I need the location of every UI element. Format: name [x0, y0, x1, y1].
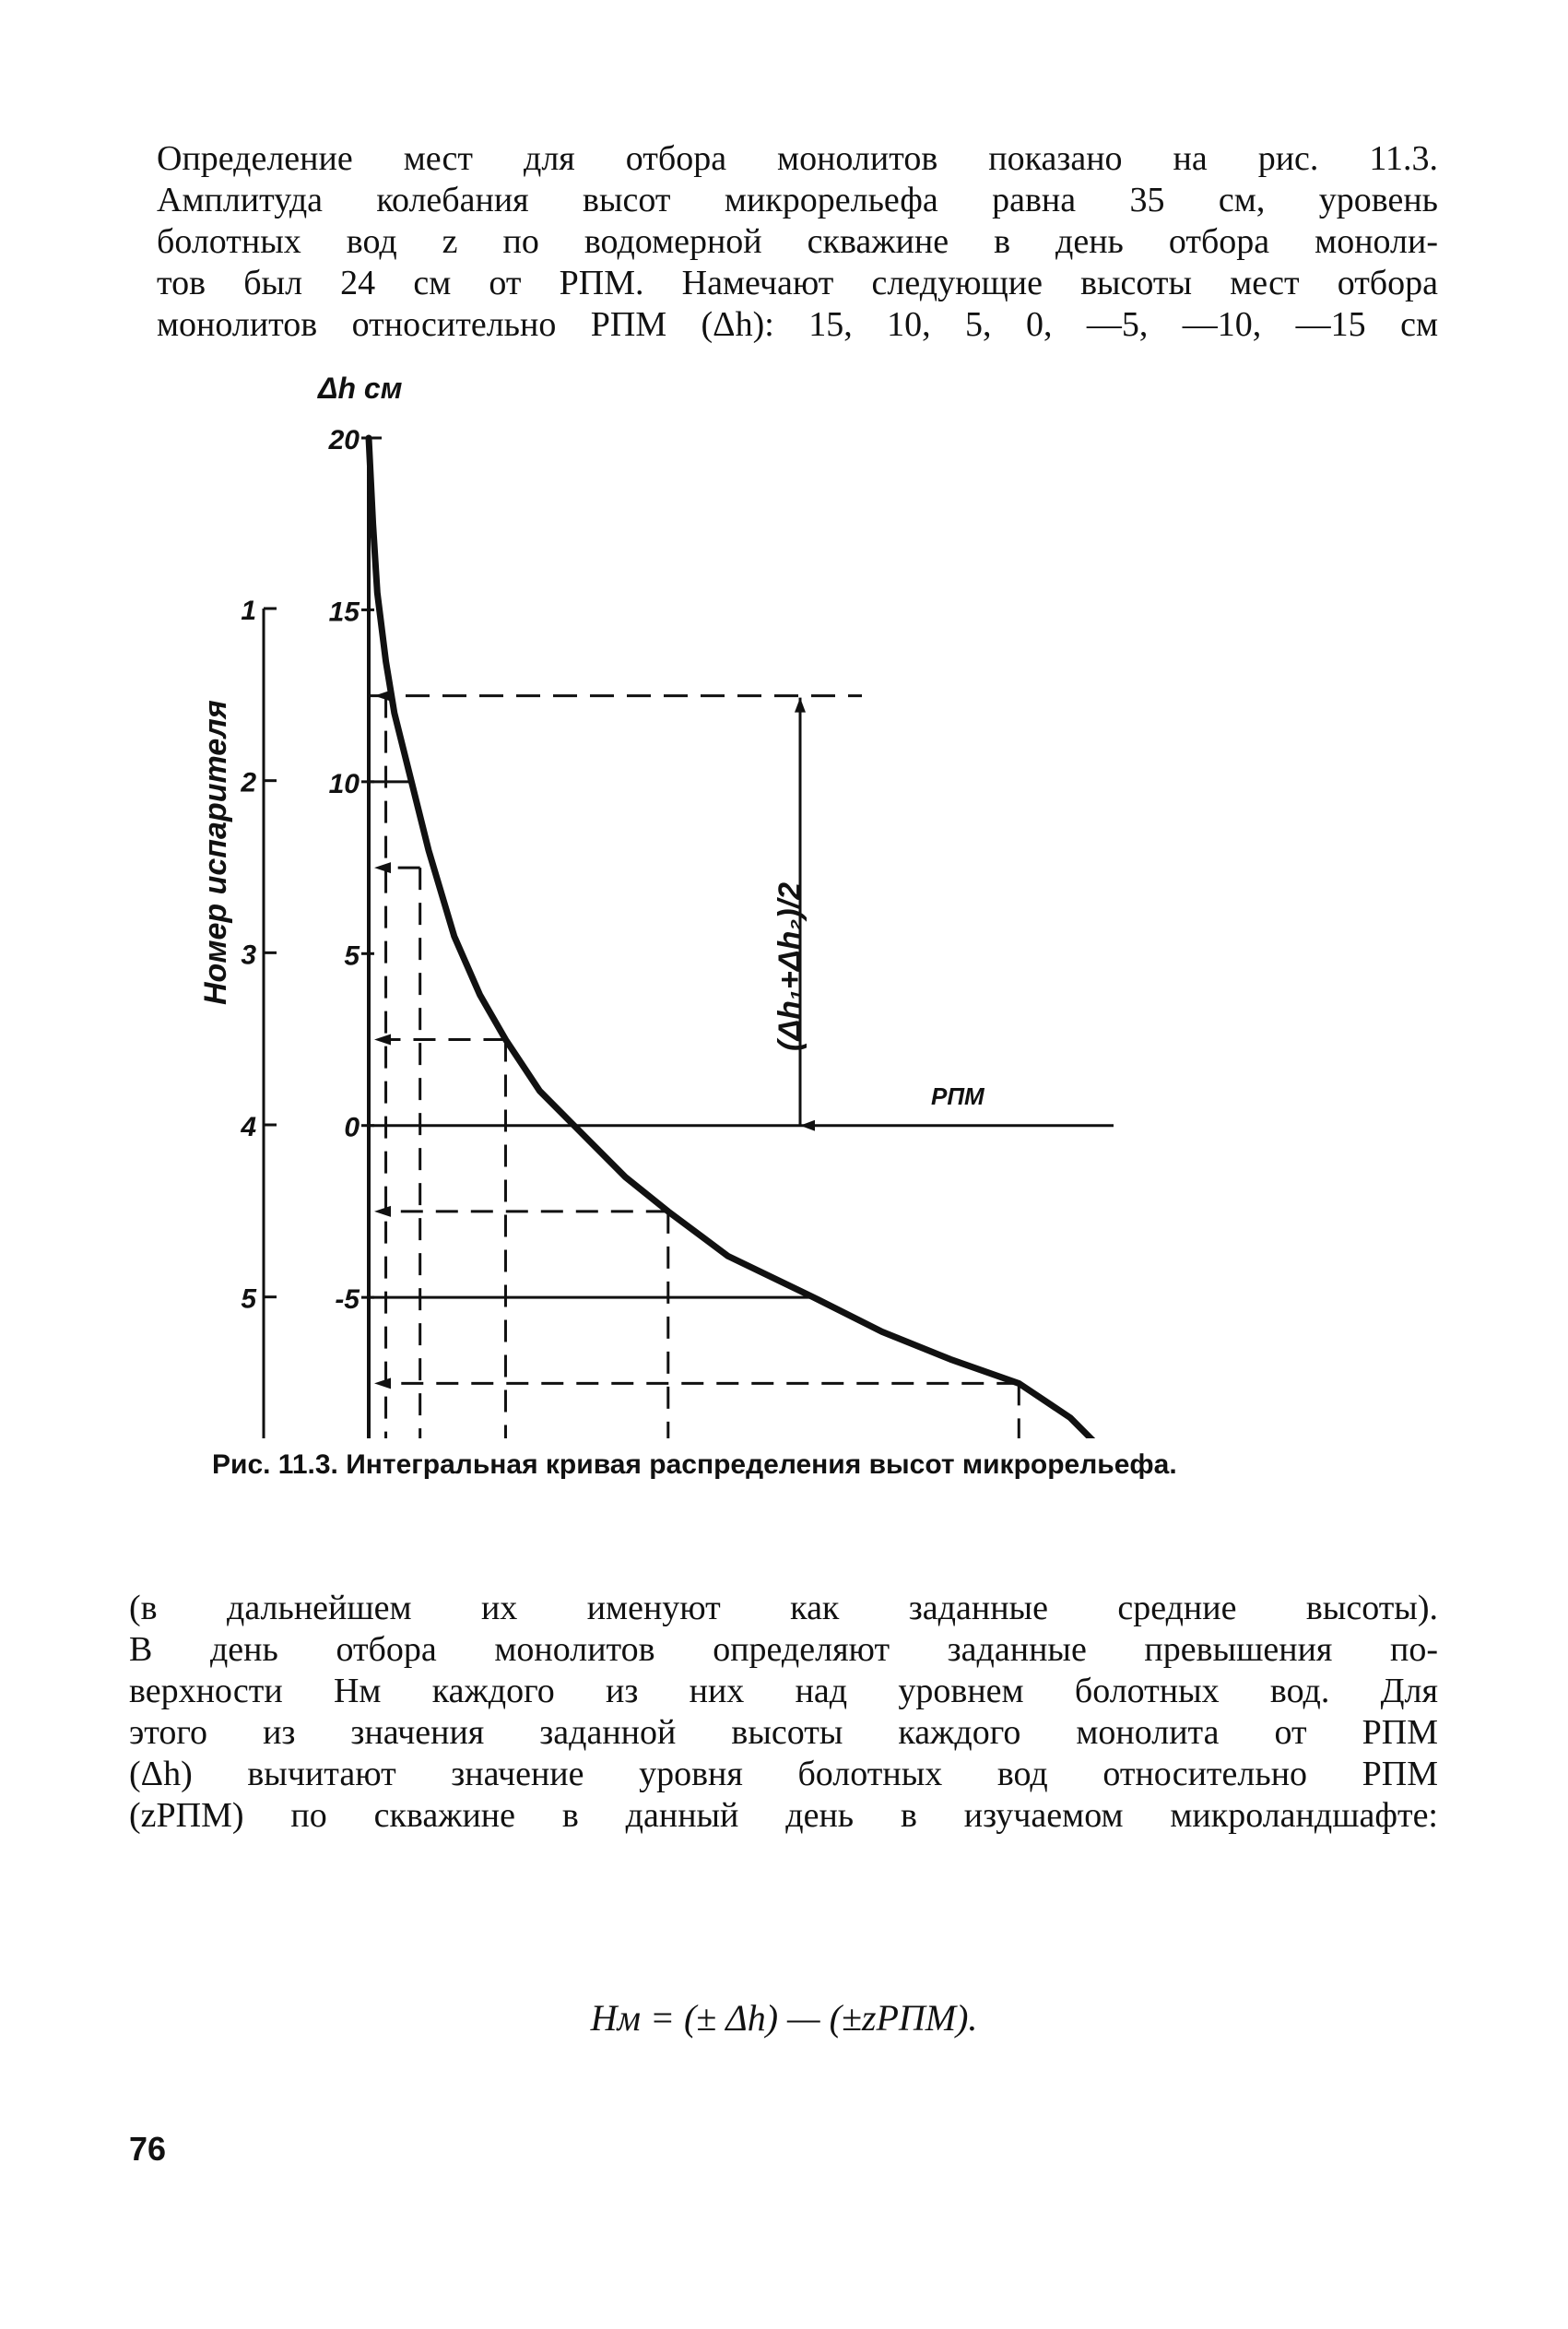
dashed-arrow-left [374, 1377, 391, 1389]
dashed-guides [374, 691, 1024, 1438]
secondary-axis-label: Номер испарителя [198, 700, 233, 1005]
paragraph-line: тов был 24 см от РПМ. Намечают следующие высоты мест отбора [157, 264, 1438, 302]
rpm-label: РПМ [931, 1082, 984, 1110]
paragraph-line: (в дальнейшем их именуют как заданные средние высоты). [129, 1589, 1438, 1627]
paragraph-line: В день отбора монолитов определяют заданные превышения по- [129, 1630, 1438, 1669]
paragraph-line: (Δh) вычитают значение уровня болотных вод относительно РПМ [129, 1755, 1438, 1793]
y-tick-label: 10 [328, 768, 360, 799]
secondary-axis [240, 596, 277, 1438]
y-tick-label: 20 [328, 425, 360, 455]
dimension-arrow-head-up [795, 698, 806, 713]
paragraph-line: болотных вод z по водомерной скважине в день отбора моноли- [157, 222, 1438, 261]
secondary-tick-label: 2 [241, 767, 256, 798]
dashed-arrow-left [374, 862, 391, 873]
paragraph-line: Определение мест для отбора монолитов показано на рис. 11.3. [157, 139, 1438, 178]
page-number: 76 [129, 2130, 167, 2168]
secondary-tick-label: 1 [241, 596, 256, 626]
horizontal-gridlines [369, 696, 1122, 1438]
paragraph-line: монолитов относительно РПМ (Δh): 15, 10, 5, 0, —5, —10, —15 см [157, 305, 1438, 344]
y-tick-label: 0 [344, 1112, 360, 1143]
paragraph-top [157, 138, 1438, 346]
paragraph-line: верхности Hм каждого из них над уровнем болотных вод. Для [129, 1672, 1438, 1710]
figure-caption: Рис. 11.3. Интегральная кривая распределения высот микрорельефа. [212, 1449, 1177, 1480]
y-axis-label: Δh см [318, 372, 403, 405]
paragraph-bottom [129, 1588, 1438, 1837]
paragraph-line: Амплитуда колебания высот микрорельефа равна 35 см, уровень [157, 181, 1438, 219]
y-tick-label: 5 [344, 940, 360, 972]
secondary-tick-label: 4 [241, 1112, 256, 1142]
y-tick-label: -5 [335, 1284, 360, 1316]
formula: Hм = (± Δh) — (±zРПМ). [590, 1997, 978, 2039]
distribution-figure [0, 350, 1568, 1438]
paragraph-line: этого из значения заданной высоты каждого монолита от РПМ [129, 1713, 1438, 1752]
y-tick-label: 15 [328, 597, 360, 628]
dashed-arrow-left [374, 1206, 391, 1217]
secondary-tick-label: 3 [241, 940, 256, 971]
paragraph-line: (zРПМ) по скважине в данный день в изучаемом микроландшафте: [129, 1796, 1438, 1835]
secondary-tick-label: 5 [241, 1283, 256, 1315]
dimension-label: (Δh₁+Δh₂)/2 [772, 882, 808, 1051]
dashed-arrow-left [374, 1034, 391, 1046]
